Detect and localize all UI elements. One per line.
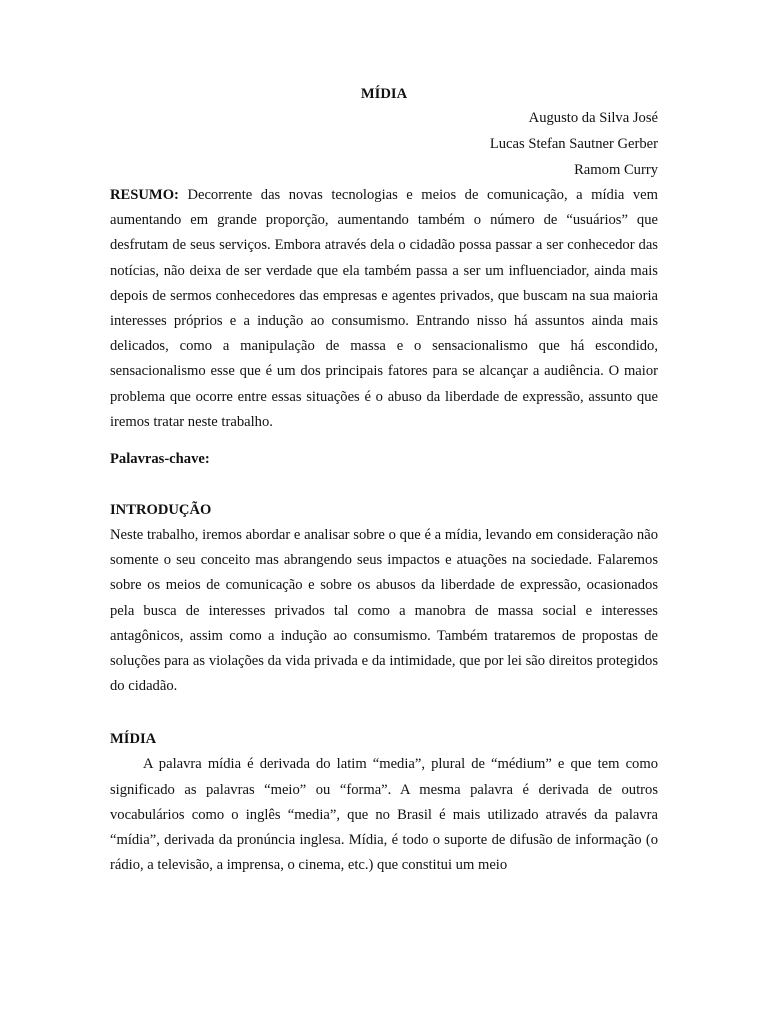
section-heading-introducao: INTRODUÇÃO <box>110 502 212 519</box>
document-title: MÍDIA <box>360 86 408 102</box>
document-content <box>110 84 658 878</box>
section-heading-midia: MÍDIA <box>110 731 157 748</box>
author-name: Lucas Stefan Sautner Gerber <box>489 136 658 152</box>
author-name: Ramom Curry <box>574 162 658 178</box>
abstract-label: RESUMO: <box>110 187 179 203</box>
section-text-midia: A palavra mídia é derivada do latim “media”, plural de “médium” e que tem como significado as palavras “meio” ou “forma”. A mesma palavra é derivada de outros vocabulários como o inglês “media”, que no Brasil é mais utilizado através da palavra “mídia”, derivada da pronúncia inglesa. Mídia, é todo o suporte de difusão de informação (o rádio, a televisão, a imprensa, o cinema, etc.) que constitui um meio <box>110 756 658 874</box>
author-name: Augusto da Silva José <box>528 110 658 126</box>
abstract-text: Decorrente das novas tecnologias e meios de comunicação, a mídia vem aumentando em grande proporção, aumentando também o número de “usuários” que desfrutam de seus serviços. Embora através dela o cidadão possa passar a ser conhecedor das notícias, não deixa de ser verdade que ela também passa a ser um influenciador, ainda mais depois de sermos conhecedores das empresas e agentes privados, que buscam na sua maioria interesses próprios e a indução ao consumismo. Entrando nisso há assuntos ainda mais delicados, como a manipulação de massa e o sensacionalismo que há escondido, sensacionalismo esse que é um dos principais fatores para se alcançar a audiência. O maior problema que ocorre entre essas situações é o abuso da liberdade de expressão, assunto que iremos tratar neste trabalho. <box>110 187 658 430</box>
abstract-paragraph <box>110 183 658 435</box>
keywords-label: Palavras-chave: <box>110 451 210 468</box>
section-text-introducao: Neste trabalho, iremos abordar e analisar sobre o que é a mídia, levando em consideração não somente o seu conceito mas abrangendo seus impactos e atuações na sociedade. Falaremos sobre os meios de comunicação e sobre os abusos da liberdade de expressão, ocasionados pela busca de interesses privados tal como a manobra de massa social e interesses antagônicos, assim como a indução ao consumismo. Também trataremos de propostas de soluções para as violações da vida privada e da intimidade, que por lei são direitos protegidos do cidadão. <box>110 527 658 695</box>
author-list <box>110 105 658 183</box>
